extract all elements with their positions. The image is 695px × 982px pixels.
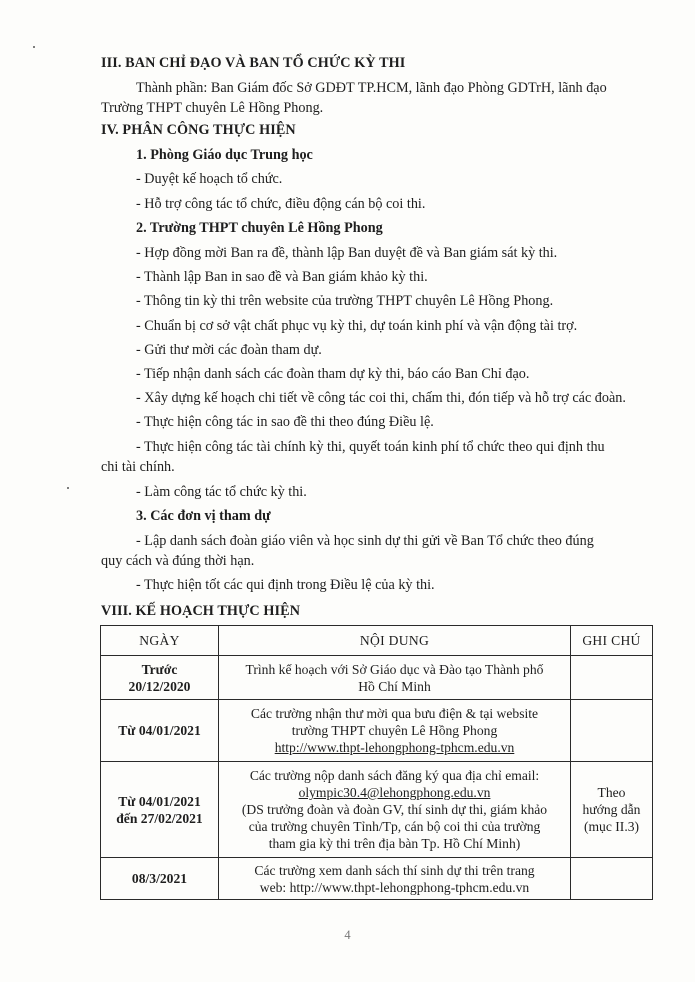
- list-item: - Thành lập Ban in sao đề và Ban giám khảo kỳ thi.: [136, 269, 428, 285]
- table-row: [101, 656, 653, 700]
- subsection-title: 3. Các đơn vị tham dự: [136, 508, 271, 524]
- note-cell: [571, 762, 653, 858]
- section-iii-heading: III. BAN CHỈ ĐẠO VÀ BAN TỔ CHỨC KỲ THI: [101, 55, 406, 71]
- list-item: - Thực hiện công tác in sao đề thi theo đúng Điều lệ.: [136, 414, 434, 430]
- list-item: - Thực hiện công tác tài chính kỳ thi, quyết toán kinh phí tổ chức theo qui định thu: [136, 439, 605, 455]
- date-cell: [101, 700, 219, 762]
- content-line: (DS trưởng đoàn và đoàn GV, thí sinh dự thi, giám khảo: [241, 802, 548, 817]
- content-line: trường THPT chuyên Lê Hồng Phong: [291, 723, 498, 738]
- list-item-continued: chi tài chính.: [101, 459, 175, 475]
- content-line: Hồ Chí Minh: [358, 678, 431, 694]
- email-link[interactable]: olympic30.4@lehongphong.edu.vn: [298, 785, 491, 800]
- date-line: Trước: [141, 661, 178, 677]
- note-line: (mục II.3): [583, 819, 640, 834]
- content-line: web: http://www.thpt-lehongphong-tphcm.edu.vn: [259, 879, 530, 895]
- list-item: - Xây dựng kế hoạch chi tiết về công tác coi thi, chấm thi, đón tiếp và hỗ trợ các đoàn.: [136, 390, 626, 406]
- list-item: - Duyệt kế hoạch tổ chức.: [136, 171, 283, 187]
- table-row: [101, 762, 653, 858]
- schedule-table: [100, 625, 653, 900]
- page-number: 4: [344, 928, 351, 942]
- date-cell: [101, 858, 219, 900]
- note-cell: [571, 656, 653, 700]
- column-header-content: NỘI DUNG: [219, 626, 571, 656]
- date-cell: [101, 762, 219, 858]
- date-line: 08/3/2021: [131, 871, 188, 886]
- content-cell: [219, 858, 571, 900]
- list-item: - Gửi thư mời các đoàn tham dự.: [136, 342, 322, 358]
- content-line: tham gia kỳ thi trên địa bàn Tp. Hồ Chí Minh): [268, 836, 521, 851]
- note-line: Theo: [597, 785, 626, 800]
- scan-speck: [33, 46, 35, 48]
- list-item: - Hỗ trợ công tác tổ chức, điều động cán bộ coi thi.: [136, 196, 426, 212]
- date-line: đến 27/02/2021: [116, 810, 203, 826]
- date-line: Từ 04/01/2021: [118, 723, 201, 738]
- list-item: - Lập danh sách đoàn giáo viên và học sinh dự thi gửi về Ban Tổ chức theo đúng: [136, 533, 594, 549]
- list-item-continued: quy cách và đúng thời hạn.: [101, 553, 255, 569]
- subsection-title: 2. Trường THPT chuyên Lê Hồng Phong: [136, 220, 383, 236]
- list-item: - Thực hiện tốt các qui định trong Điều lệ của kỳ thi.: [136, 577, 435, 593]
- website-link[interactable]: http://www.thpt-lehongphong-tphcm.edu.vn: [274, 740, 515, 755]
- content-line: Các trường nộp danh sách đăng ký qua địa chỉ email:: [249, 768, 540, 783]
- content-line: Các trường xem danh sách thí sinh dự thi trên trang: [254, 862, 535, 878]
- content-cell: [219, 656, 571, 700]
- table-row: [101, 858, 653, 900]
- list-item: - Làm công tác tổ chức kỳ thi.: [136, 484, 307, 500]
- section-iv-heading: IV. PHÂN CÔNG THỰC HIỆN: [101, 122, 296, 138]
- list-item: - Chuẩn bị cơ sở vật chất phục vụ kỳ thi, dự toán kinh phí và vận động tài trợ.: [136, 318, 578, 334]
- section-iii-body-line: Thành phần: Ban Giám đốc Sở GDĐT TP.HCM, lãnh đạo Phòng GDTrH, lãnh đạo: [136, 80, 607, 96]
- column-header-note: GHI CHÚ: [571, 626, 653, 656]
- date-cell: [101, 656, 219, 700]
- content-cell: [219, 762, 571, 858]
- list-item: - Tiếp nhận danh sách các đoàn tham dự kỳ thi, báo cáo Ban Chỉ đạo.: [136, 366, 530, 382]
- subsection-title: 1. Phòng Giáo dục Trung học: [136, 147, 313, 163]
- note-cell: [571, 700, 653, 762]
- date-line: Từ 04/01/2021: [118, 793, 201, 809]
- table-header-row: [101, 626, 653, 656]
- section-iii-body-line: Trường THPT chuyên Lê Hồng Phong.: [101, 100, 324, 116]
- table-row: [101, 700, 653, 762]
- note-line: hướng dẫn: [582, 802, 641, 817]
- scan-speck: [67, 487, 69, 489]
- content-line: của trường chuyên Tỉnh/Tp, cán bộ coi thi của trường: [248, 819, 541, 834]
- column-header-date: NGÀY: [101, 626, 219, 656]
- note-cell: [571, 858, 653, 900]
- section-viii-heading: VIII. KẾ HOẠCH THỰC HIỆN: [101, 603, 301, 619]
- content-line: Trình kế hoạch với Sở Giáo dục và Đào tạo Thành phố: [245, 661, 544, 677]
- list-item: - Hợp đồng mời Ban ra đề, thành lập Ban duyệt đề và Ban giám sát kỳ thi.: [136, 245, 558, 261]
- list-item: - Thông tin kỳ thi trên website của trường THPT chuyên Lê Hồng Phong.: [136, 293, 554, 309]
- content-line: Các trường nhận thư mời qua bưu điện & tại website: [250, 706, 539, 721]
- content-cell: [219, 700, 571, 762]
- date-line: 20/12/2020: [128, 678, 191, 694]
